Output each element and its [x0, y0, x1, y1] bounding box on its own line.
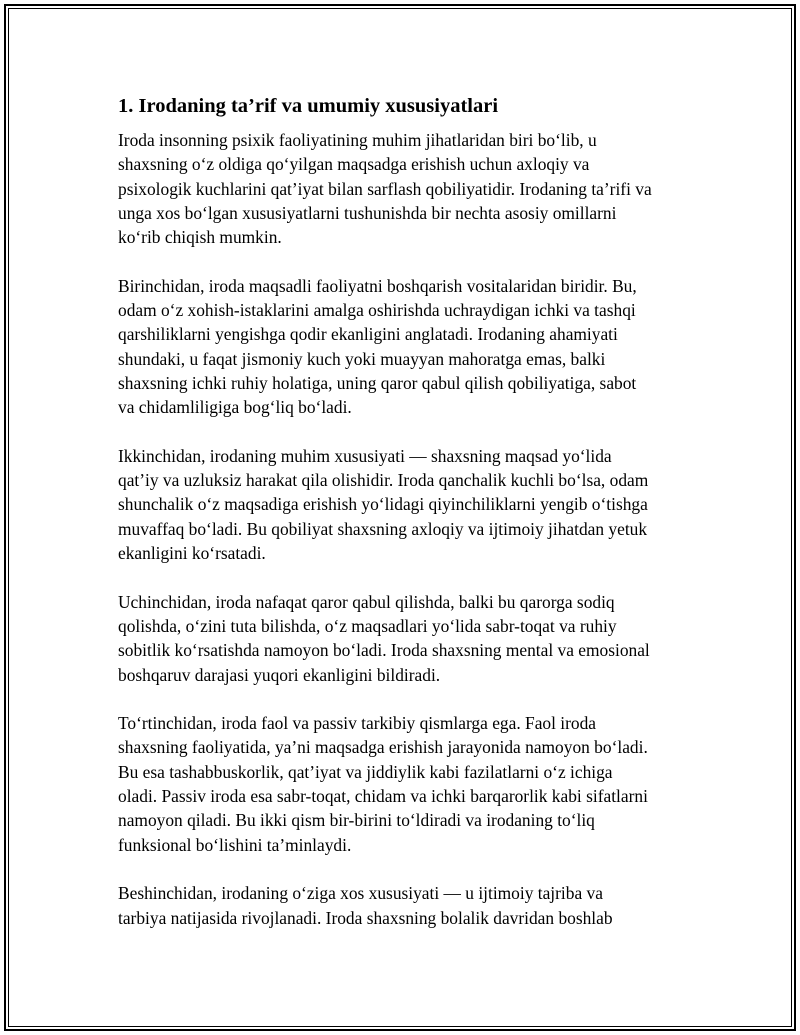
- text-line: shaxsning ichki ruhiy holatiga, uning qaror qabul qilish qobiliyatiga, sabot: [118, 372, 637, 393]
- text-line: shunchalik o‘z maqsadiga erishish yo‘lidagi qiyinchiliklarni yengib o‘tishga: [118, 494, 648, 515]
- text-line: Ikkinchidan, irodaning muhim xususiyati — shaxsning maqsad yo‘lida: [118, 445, 612, 466]
- text-line: shundaki, u faqat jismoniy kuch yoki muayyan mahoratga emas, balki: [118, 348, 606, 369]
- paragraph-5: [118, 711, 698, 857]
- text-line: qat’iy va uzluksiz harakat qila olishidir. Iroda qanchalik kuchli bo‘lsa, odam: [118, 470, 649, 491]
- paragraph-4: [118, 590, 698, 687]
- paragraph-1: [118, 128, 698, 249]
- text-line: sobitlik ko‘rsatishda namoyon bo‘ladi. Iroda shaxsning mental va emosional: [118, 640, 650, 661]
- text-line: shaxsning faoliyatida, ya’ni maqsadga erishish jarayonida namoyon bo‘ladi.: [118, 737, 648, 758]
- text-line: Uchinchidan, iroda nafaqat qaror qabul qilishda, balki bu qarorga sodiq: [118, 591, 615, 612]
- text-line: oladi. Passiv iroda esa sabr-toqat, chidam va ichki barqarorlik kabi sifatlarni: [118, 786, 648, 807]
- text-line: shaxsning o‘z oldiga qo‘yilgan maqsadga erishish uchun axloqiy va: [118, 154, 590, 175]
- text-line: Iroda insonning psixik faoliyatining muhim jihatlaridan biri bo‘lib, u: [118, 130, 597, 150]
- text-line: ekanligini ko‘rsatadi.: [118, 543, 266, 564]
- section-heading: 1. Irodaning ta’rif va umumiy xususiyatlari: [118, 95, 499, 117]
- text-line: qarshiliklarni yengishga qodir ekanligini anglatadi. Irodaning ahamiyati: [118, 324, 618, 345]
- text-line: ko‘rib chiqish mumkin.: [118, 227, 282, 248]
- text-line: odam o‘z xohish-istaklarini amalga oshirishda uchraydigan ichki va tashqi: [118, 300, 636, 321]
- text-line: Beshinchidan, irodaning o‘ziga xos xususiyati — u ijtimoiy tajriba va: [118, 883, 603, 904]
- text-line: Bu esa tashabbuskorlik, qat’iyat va jiddiylik kabi fazilatlarni o‘z ichiga: [118, 761, 613, 782]
- text-line: psixologik kuchlarini qat’iyat bilan sarflash qobiliyatidir. Irodaning ta’rifi va: [118, 178, 652, 199]
- text-line: namoyon qiladi. Bu ikki qism bir-birini to‘ldiradi va irodaning to‘liq: [118, 810, 595, 831]
- document-body: [118, 93, 698, 954]
- text-line: qolishda, o‘zini tuta bilishda, o‘z maqsadlari yo‘lida sabr-toqat va ruhiy: [118, 615, 617, 636]
- text-line: va chidamliligiga bog‘liq bo‘ladi.: [118, 397, 352, 418]
- paragraph-6: [118, 881, 698, 930]
- text-line: tarbiya natijasida rivojlanadi. Iroda shaxsning bolalik davridan boshlab: [118, 907, 613, 928]
- text-line: Birinchidan, iroda maqsadli faoliyatni boshqarish vositalaridan biridir. Bu,: [118, 275, 637, 296]
- text-line: To‘rtinchidan, iroda faol va passiv tarkibiy qismlarga ega. Faol iroda: [118, 713, 597, 734]
- text-line: unga xos bo‘lgan xususiyatlarni tushunishda bir nechta asosiy omillarni: [118, 202, 617, 223]
- text-line: muvaffaq bo‘ladi. Bu qobiliyat shaxsning axloqiy va ijtimoiy jihatdan yetuk: [118, 518, 648, 539]
- text-line: boshqaruv darajasi yuqori ekanligini bildiradi.: [118, 664, 441, 685]
- paragraph-3: [118, 444, 698, 565]
- paragraph-2: [118, 274, 698, 420]
- text-line: funksional bo‘lishini ta’minlaydi.: [118, 834, 352, 855]
